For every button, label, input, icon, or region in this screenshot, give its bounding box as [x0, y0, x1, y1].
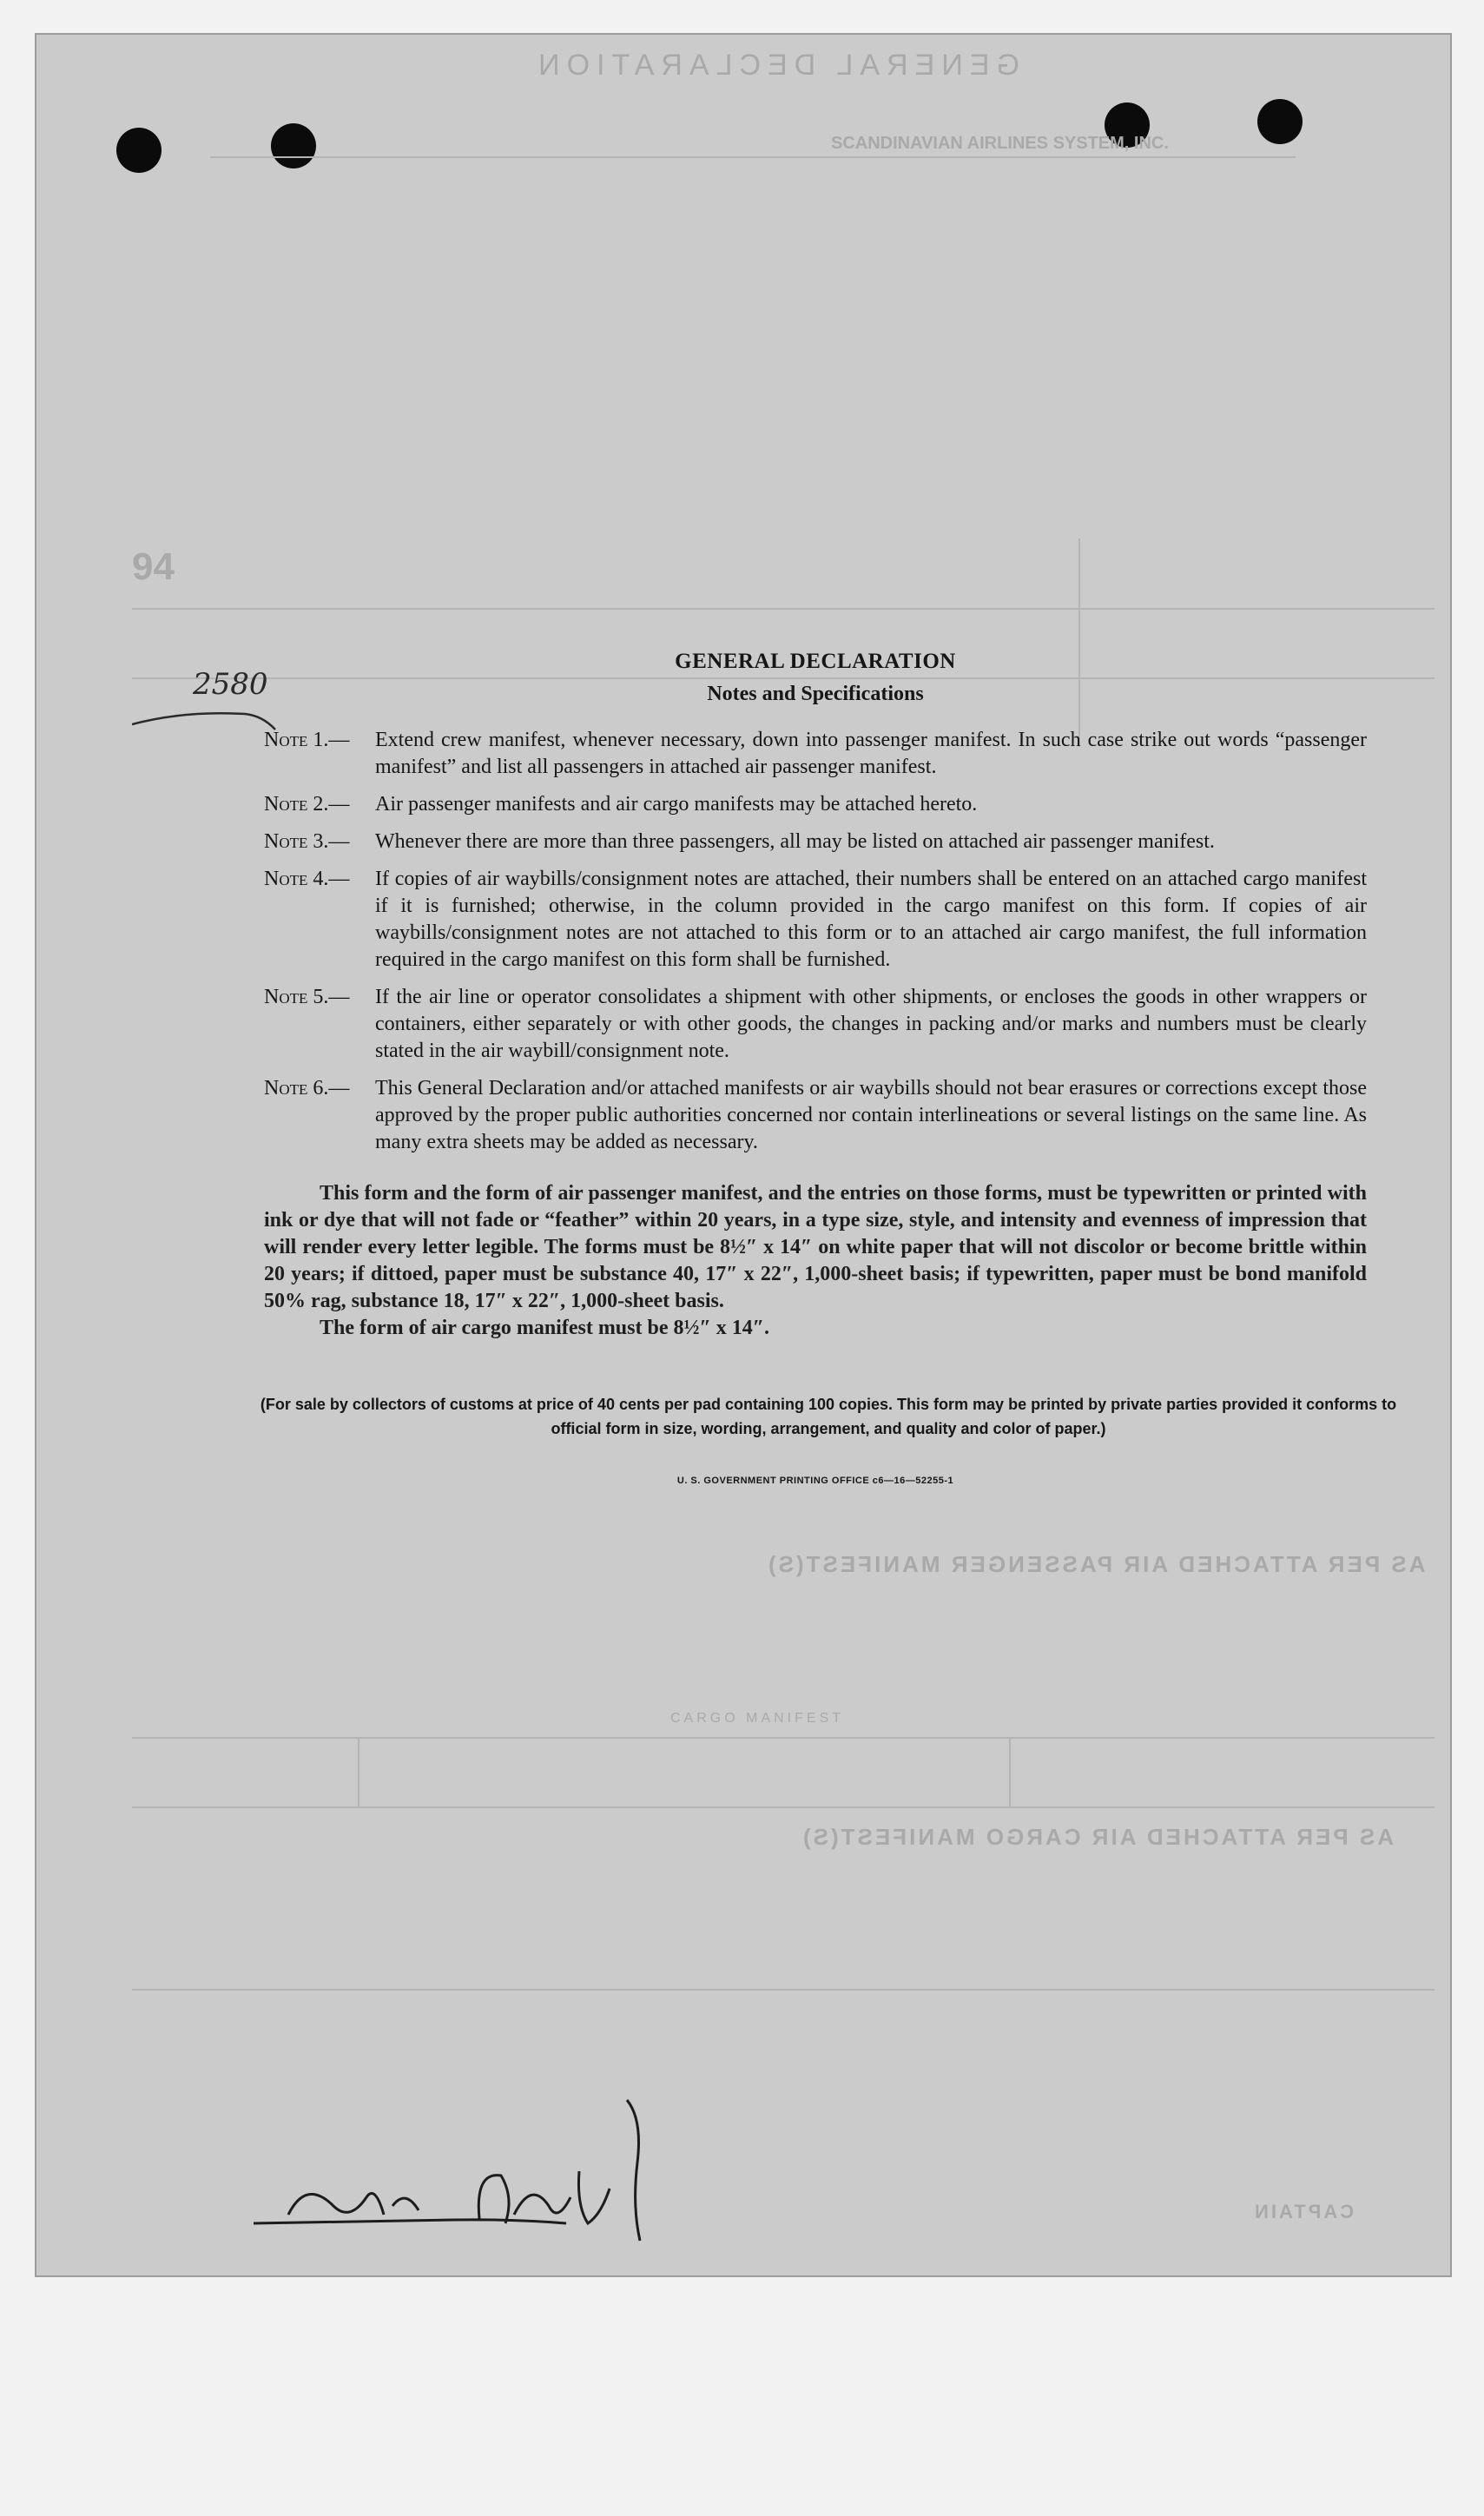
- note-label: Note 1.—: [264, 729, 350, 751]
- bleed-through-passenger-stamp: AS PER ATTACHED AIR PASSENGER MANIFEST(S): [766, 1551, 1426, 1577]
- note-3: [264, 829, 1367, 855]
- bleed-through-cargo-stamp: AS PER ATTACHED AIR CARGO MANIFEST(S): [801, 1824, 1394, 1850]
- note-1: [264, 727, 1367, 781]
- form-specifications-paragraph: This form and the form of air passenger manifest, and the entries on those forms, must be typewritten or printed with ink or dye that will not fade or “feather” within 20 years, in a type size, style, and intensity and evenness of impression that will render every letter legible. The forms must be 8½″ x 14″ on white paper that will not discolor or become brittle within 20 years; if dittoed, paper must be substance 40, 17″ x 22″, 1,000-sheet basis; if typewritten, paper must be bond manifold 50% rag, substance 18, 17″ x 22″, 1,000-sheet basis.: [264, 1182, 1367, 1312]
- note-label: Note 5.—: [264, 986, 350, 1008]
- note-label: Note 6.—: [264, 1077, 350, 1100]
- printing-office-imprint: U. S. GOVERNMENT PRINTING OFFICE c6—16—52255-1: [676, 1476, 954, 1486]
- bleed-through-captain: CAPTAIN: [1252, 2201, 1355, 2222]
- note-text: Whenever there are more than three passengers, all may be listed on attached air passenger manifest.: [375, 830, 1215, 853]
- note-text: Air passenger manifests and air cargo manifests may be attached hereto.: [375, 793, 978, 816]
- document-title: GENERAL DECLARATION: [675, 650, 956, 673]
- note-label: Note 3.—: [264, 830, 350, 853]
- document-sheet: [35, 33, 1452, 2277]
- handwritten-margin-number: 2580: [193, 667, 268, 702]
- note-text: If the air line or operator consolidates a shipment with other shipments, or encloses the goods in other wrappers or containers, either separately or with other goods, the changes in packing and/or marks and numbers must be clearly stated in the air waybill/consignment note.: [375, 986, 1367, 1062]
- note-4: [264, 866, 1367, 974]
- folded-corner: [0, 2145, 35, 2241]
- punch-hole: [1257, 99, 1303, 144]
- margin-number-underline: [132, 703, 280, 738]
- declaration-body: [260, 650, 1397, 1486]
- sale-notice: (For sale by collectors of customs at price of 40 cents per pad containing 100 copies. This form may be printed by private parties provided it conforms to official form in size, wording, arrangement, and quality and color of paper.): [260, 1396, 1397, 1437]
- bleed-through-header-title: GENERAL DECLARATION: [531, 49, 1019, 82]
- note-text: Extend crew manifest, whenever necessary, down into passenger manifest. In such case strike out words “passenger manifest” and list all passengers in attached air passenger manifest.: [375, 729, 1367, 778]
- bleed-through-cargo-title: CARGO MANIFEST: [670, 1711, 845, 1726]
- note-6: [264, 1075, 1367, 1156]
- note-text: If copies of air waybills/consignment notes are attached, their numbers shall be entered on an attached cargo manifest if it is furnished; otherwise, in the column provided in the cargo manifest on this form. If copies of air waybills/consignment notes are not attached to this form or to an attached air cargo manifest, the full information required in the cargo manifest on this form shall be furnished.: [375, 868, 1367, 971]
- punch-hole: [271, 123, 316, 168]
- note-text: This General Declaration and/or attached manifests or air waybills should not bear erasures or corrections except those approved by the proper public authorities concerned nor contain interlineations or several listings on the same line. As many extra sheets may be added as necessary.: [375, 1077, 1367, 1153]
- cargo-manifest-size-note: The form of air cargo manifest must be 8½″ x 14″.: [320, 1317, 769, 1339]
- note-label: Note 4.—: [264, 868, 350, 890]
- punch-hole: [116, 128, 162, 173]
- note-2: [264, 791, 1367, 818]
- note-label: Note 2.—: [264, 793, 350, 816]
- document-subtitle: Notes and Specifications: [707, 683, 924, 705]
- bleed-through-airline: SCANDINAVIAN AIRLINES SYSTEM, INC.: [831, 134, 1169, 153]
- bleed-through-page-number: 94: [132, 545, 175, 588]
- note-5: [264, 984, 1367, 1065]
- signature-mark: [254, 2093, 705, 2258]
